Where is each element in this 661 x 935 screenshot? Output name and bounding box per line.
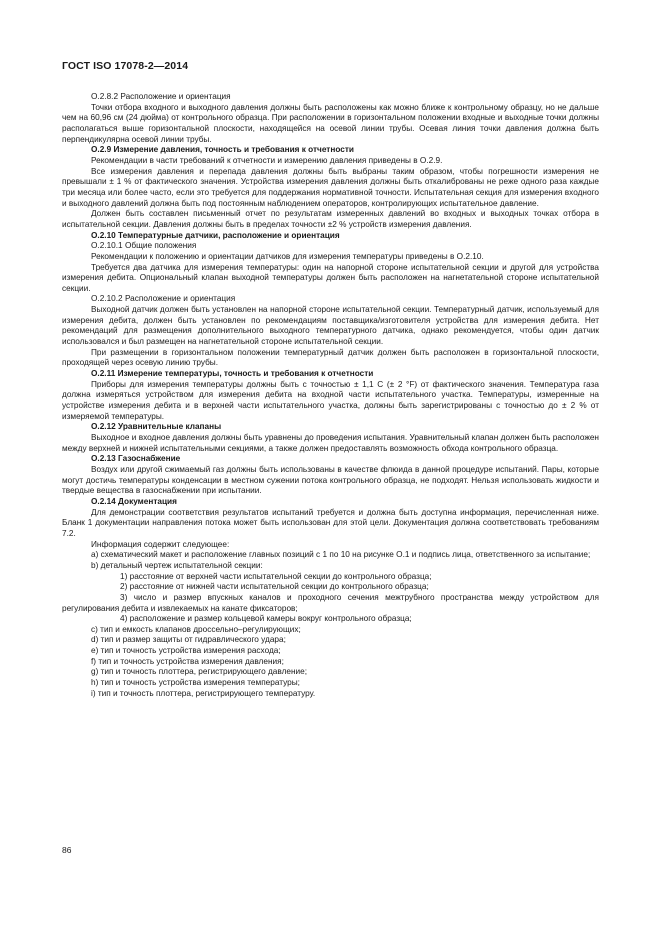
- paragraph: Точки отбора входного и выходного давления должны быть расположены как можно ближе к контрольному образцу, но не дальше чем на 60,96 см (24 дюйма) от контрольного образца. При расположении в горизонтальном положении входные и выходные точки должны располагаться выше горизонтальной плоскости, находящейся на осевой линии трубы. Осевая линия точки давления должна быть перпендикулярна осевой линии трубы.: [62, 102, 599, 144]
- paragraph: Все измерения давления и перепада давления должны быть выбраны таким образом, чтобы погрешности измерения не превышали ± 1 % от фактического значения. Устройства измерения давления должны быть откалиброваны не реже одного раза каждые три месяца или более часто, если это требуется для поддержания нормативной точности. Испытательная секция для измерения входного и выходного давлений должна быть под постоянным наблюдением операторов, контролирующих испытательное давление.: [62, 166, 599, 208]
- section-heading: О.2.10 Температурные датчики, расположение и ориентация: [91, 230, 340, 240]
- page-header-title: ГОСТ ISO 17078-2—2014: [62, 60, 189, 72]
- subsection-heading: О.2.10.1 Общие положения: [91, 241, 197, 251]
- paragraph: Рекомендации в части требований к отчетности и измерению давления приведены в О.2.9.: [91, 155, 443, 165]
- section-heading: О.2.12 Уравнительные клапаны: [91, 422, 222, 432]
- paragraph: Для демонстрации соответствия результатов испытаний требуется и должна быть доступна информация, перечисленная ниже. Бланк 1 документации направления потока может быть использован для этой цели. Документация должна соответствовать требованиям 7.2.: [62, 507, 599, 538]
- list-item: е) тип и точность устройства измерения расхода;: [91, 646, 281, 656]
- section-heading: О.2.13 Газоснабжение: [91, 454, 181, 464]
- paragraph: Рекомендации к положению и ориентации датчиков для измерения температуры приведены в О.2.10.: [91, 251, 484, 261]
- section-heading: О.2.9 Измерение давления, точность и требования к отчетности: [91, 145, 354, 155]
- paragraph: Выходной датчик должен быть установлен на напорной стороне испытательной секции. Температурный датчик, используемый для измерения дебита, должен быть установлен по рекомендациям поставщика/изготовителя устройства для измерения дебита. Нет рекомендаций для размещения дополнительного выходного температурного датчика, однако рекомендуется, чтобы один датчик использовался и был размещен на нагнетательной стороне испытательной секции.: [62, 305, 599, 347]
- section-heading: О.2.11 Измерение температуры, точность и требования к отчетности: [91, 369, 374, 379]
- section-heading: О.2.14 Документация: [91, 496, 177, 506]
- paragraph: Должен быть составлен письменный отчет по результатам измеренных давлений во входных и выходных точках отбора в испытательной секции. Давления должны быть в пределах точности ±2 % устройств измерения давления.: [62, 209, 599, 229]
- subsection-heading: О.2.10.2 Расположение и ориентация: [91, 294, 236, 304]
- paragraph: Выходное и входное давления должны быть уравнены до проведения испытания. Уравнительный клапан должен быть расположен между верхней и нижней испытательными секциями, а также должен предоставлять возможность обхода контрольного образца.: [62, 433, 599, 453]
- paragraph: Воздух или другой сжимаемый газ должны быть использованы в качестве флюида в данной процедуре испытаний. Пары, которые могут достичь температуры конденсации в местном сужении потока контрольного образца, не подходят. Нельзя использовать жидкости и твердые вещества в газоснабжении при испытании.: [62, 464, 599, 496]
- list-item: h) тип и точность устройства измерения температуры;: [91, 678, 300, 688]
- list-item: i) тип и точность плоттера, регистрирующего температуру.: [91, 688, 316, 698]
- list-item: 1) расстояние от верхней части испытательной секции до контрольного образца;: [120, 571, 432, 581]
- list-item: b) детальный чертеж испытательной секции:: [91, 560, 263, 570]
- list-item: 2) расстояние от нижней части испытательной секции до контрольного образца;: [120, 582, 429, 592]
- list-item: g) тип и точность плоттера, регистрирующего давление;: [91, 667, 308, 677]
- paragraph: Приборы для измерения температуры должны быть с точностью ± 1,1 С (± 2 °F) от фактического значения. Температура газа должна измеряться устройством для измерения дебита на входной части испытательного участка. Температуры, измеренные на устройстве измерения дебита и в верхней части испытательного участка, должны быть зарегистрированы с точностью до ± 2 % от измеряемой температуры.: [62, 379, 599, 421]
- list-item: f) тип и точность устройства измерения давления;: [91, 656, 284, 666]
- subsection-heading: О.2.8.2 Расположение и ориентация: [91, 92, 231, 101]
- list-item: с) тип и емкость клапанов дроссельно–регулирующих;: [91, 624, 301, 634]
- document-body: [62, 92, 599, 699]
- paragraph: Требуется два датчика для измерения температуры: один на напорной стороне испытательной секции и другой для устройства измерения дебита. Опциональный клапан выходной температуры должен быть расположен на нагнетательной стороне испытательной секции.: [62, 262, 599, 293]
- paragraph: При размещении в горизонтальном положении температурный датчик должен быть расположен в горизонтальной плоскости, проходящей через осевую линию трубы.: [62, 347, 599, 368]
- list-item: 4) расположение и размер кольцевой камеры вокруг контрольного образца;: [120, 614, 412, 624]
- list-item: а) схематический макет и расположение главных позиций с 1 по 10 на рисунке О.1 и подпись лица, ответственного за испытание;: [91, 550, 591, 560]
- page-number: 86: [62, 845, 72, 855]
- list-item: 3) число и размер впускных каналов и проходного сечения межтрубного пространства между устройством для регулирования дебита и извлекаемых на канате фиксаторов;: [62, 592, 599, 613]
- list-item: d) тип и размер защиты от гидравлического удара;: [91, 635, 286, 645]
- paragraph: Информация содержит следующее:: [91, 539, 230, 549]
